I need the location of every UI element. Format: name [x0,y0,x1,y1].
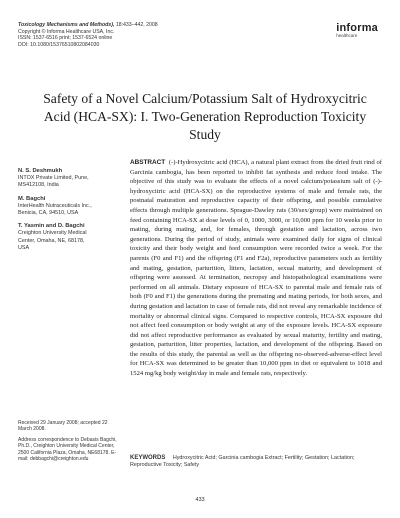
author-name: T. Yasmin and D. Bagchi [18,223,85,230]
journal-pages: 18:433–442, 2008 [114,22,158,28]
keywords-label: KEYWORDS [130,455,166,461]
received-info [18,420,118,462]
author-affiliation: Creighton University Medical [18,230,87,237]
author-group [18,223,118,252]
author-name: N. S. Deshmukh [18,168,63,174]
abstract-label: ABSTRACT [130,159,166,166]
abstract [130,158,382,379]
author-affiliation: USA [18,244,30,251]
journal-header [18,22,268,48]
issn-line: ISSN: 1537-6516 print; 1537-6524 online [18,35,113,42]
author-affiliation: InterHealth Nutraceuticals Inc., [18,202,92,209]
author-list [18,168,118,258]
author-affiliation: Center, Omaha, NE, 68178, [18,237,85,244]
keywords [130,455,382,469]
author-group [18,196,118,218]
author-affiliation: Benicia, CA, 94510, USA [18,210,79,217]
copyright-line: Copyright © Informa Healthcare USA, Inc. [18,28,115,35]
author-affiliation: MS412108, India [18,182,59,189]
page-number: 433 [195,497,205,503]
publisher-sub: healthcare [336,33,358,38]
author-name: M. Bagchi [18,195,46,202]
keywords-text: Hydroxycitric Acid; Garcinia cambogia Extract; Fertility; Gestation; Lactation; Reproductive Toxicity; Safety [130,455,355,468]
article-title: Safety of a Novel Calcium/Potassium Salt of Hydroxycitric Acid (HCA-SX): I. Two-Generation Reproduction Toxicity Study [43,91,367,142]
received-dates: Received 29 January 2008; accepted 22 March 2008. [18,420,108,433]
publisher-name: informa [336,22,378,34]
journal-title: Toxicology Mechanisms and Methods), [18,22,115,28]
doi-line: DOI: 10.1080/15376510802084030 [18,41,100,48]
publisher-logo [336,22,378,38]
correspondence-address: Address correspondence to Debasis Bagchi, Ph.D., Creighton University Medical Center, 2500 California Plaza, Omaha, NE68178. E-mail: debbagchi@creighton.edu [18,436,117,463]
author-group [18,168,118,190]
author-affiliation: INTOX Private Limited, Pune, [18,175,89,182]
abstract-text: (-)-Hydroxycitric acid (HCA), a natural plant extract from the dried fruit rind of Garcinia cambogia, has been reported to inhibit fat synthesis and reduce food intake. The objective of this study was to evaluate the effects of a novel calcium/potassium salt of (-)-hydroxycitric acid (HCA-SX) on the reproductive systems of male and female rats, the postnatal maturation and reproductive capacity of their offspring, and possible cumulative effects through multiple generations. Sprague-Dawley rats (30/sex/group) were maintained on feed containing HCA-SX at dose levels of 0, 1000, 3000, or 10,000 ppm for 10 weeks prior to mating, during mating, and, for females, through gestation and lactation, across two generations. During the period of study, animals were examined daily for signs of clinical toxicity and their body weight and feed consumption were recorded twice a week. For the parents (F0 and F1) and the offspring (F1 and F2a), reproductive parameters such as fertility and mating, gestation, parturition, litters, lactation, sexual maturity, and development of offspring were assessed. At termination, necropsy and histopathological examinations were performed on all animals. Dietary exposure of HCA-SX to parental male and female rats of both (F0 and F1) the generations during the premating and mating periods, for both sexes, and during gestation and lactation in case of female rats, did not reveal any remarkable incidence of mortality or abnormal clinical signs. Compared to respective controls, HCA-SX exposure did not affect feed consumption or body weight at any of the exposure levels. HCA-SX exposure did not affect reproductive performance as evaluated by sexual maturity, fertility and mating, gestation, parturition, litter properties, lactation, and development of the offspring. Based on the results of this study, the parental as well as the offspring no-observed-adverse-effect level for HCA-SX was determined to be greater than 10,000 ppm in diet or equivalent to 1018 and 1524 mg/kg body weight/day in male and female rats, respectively. [130,159,382,378]
